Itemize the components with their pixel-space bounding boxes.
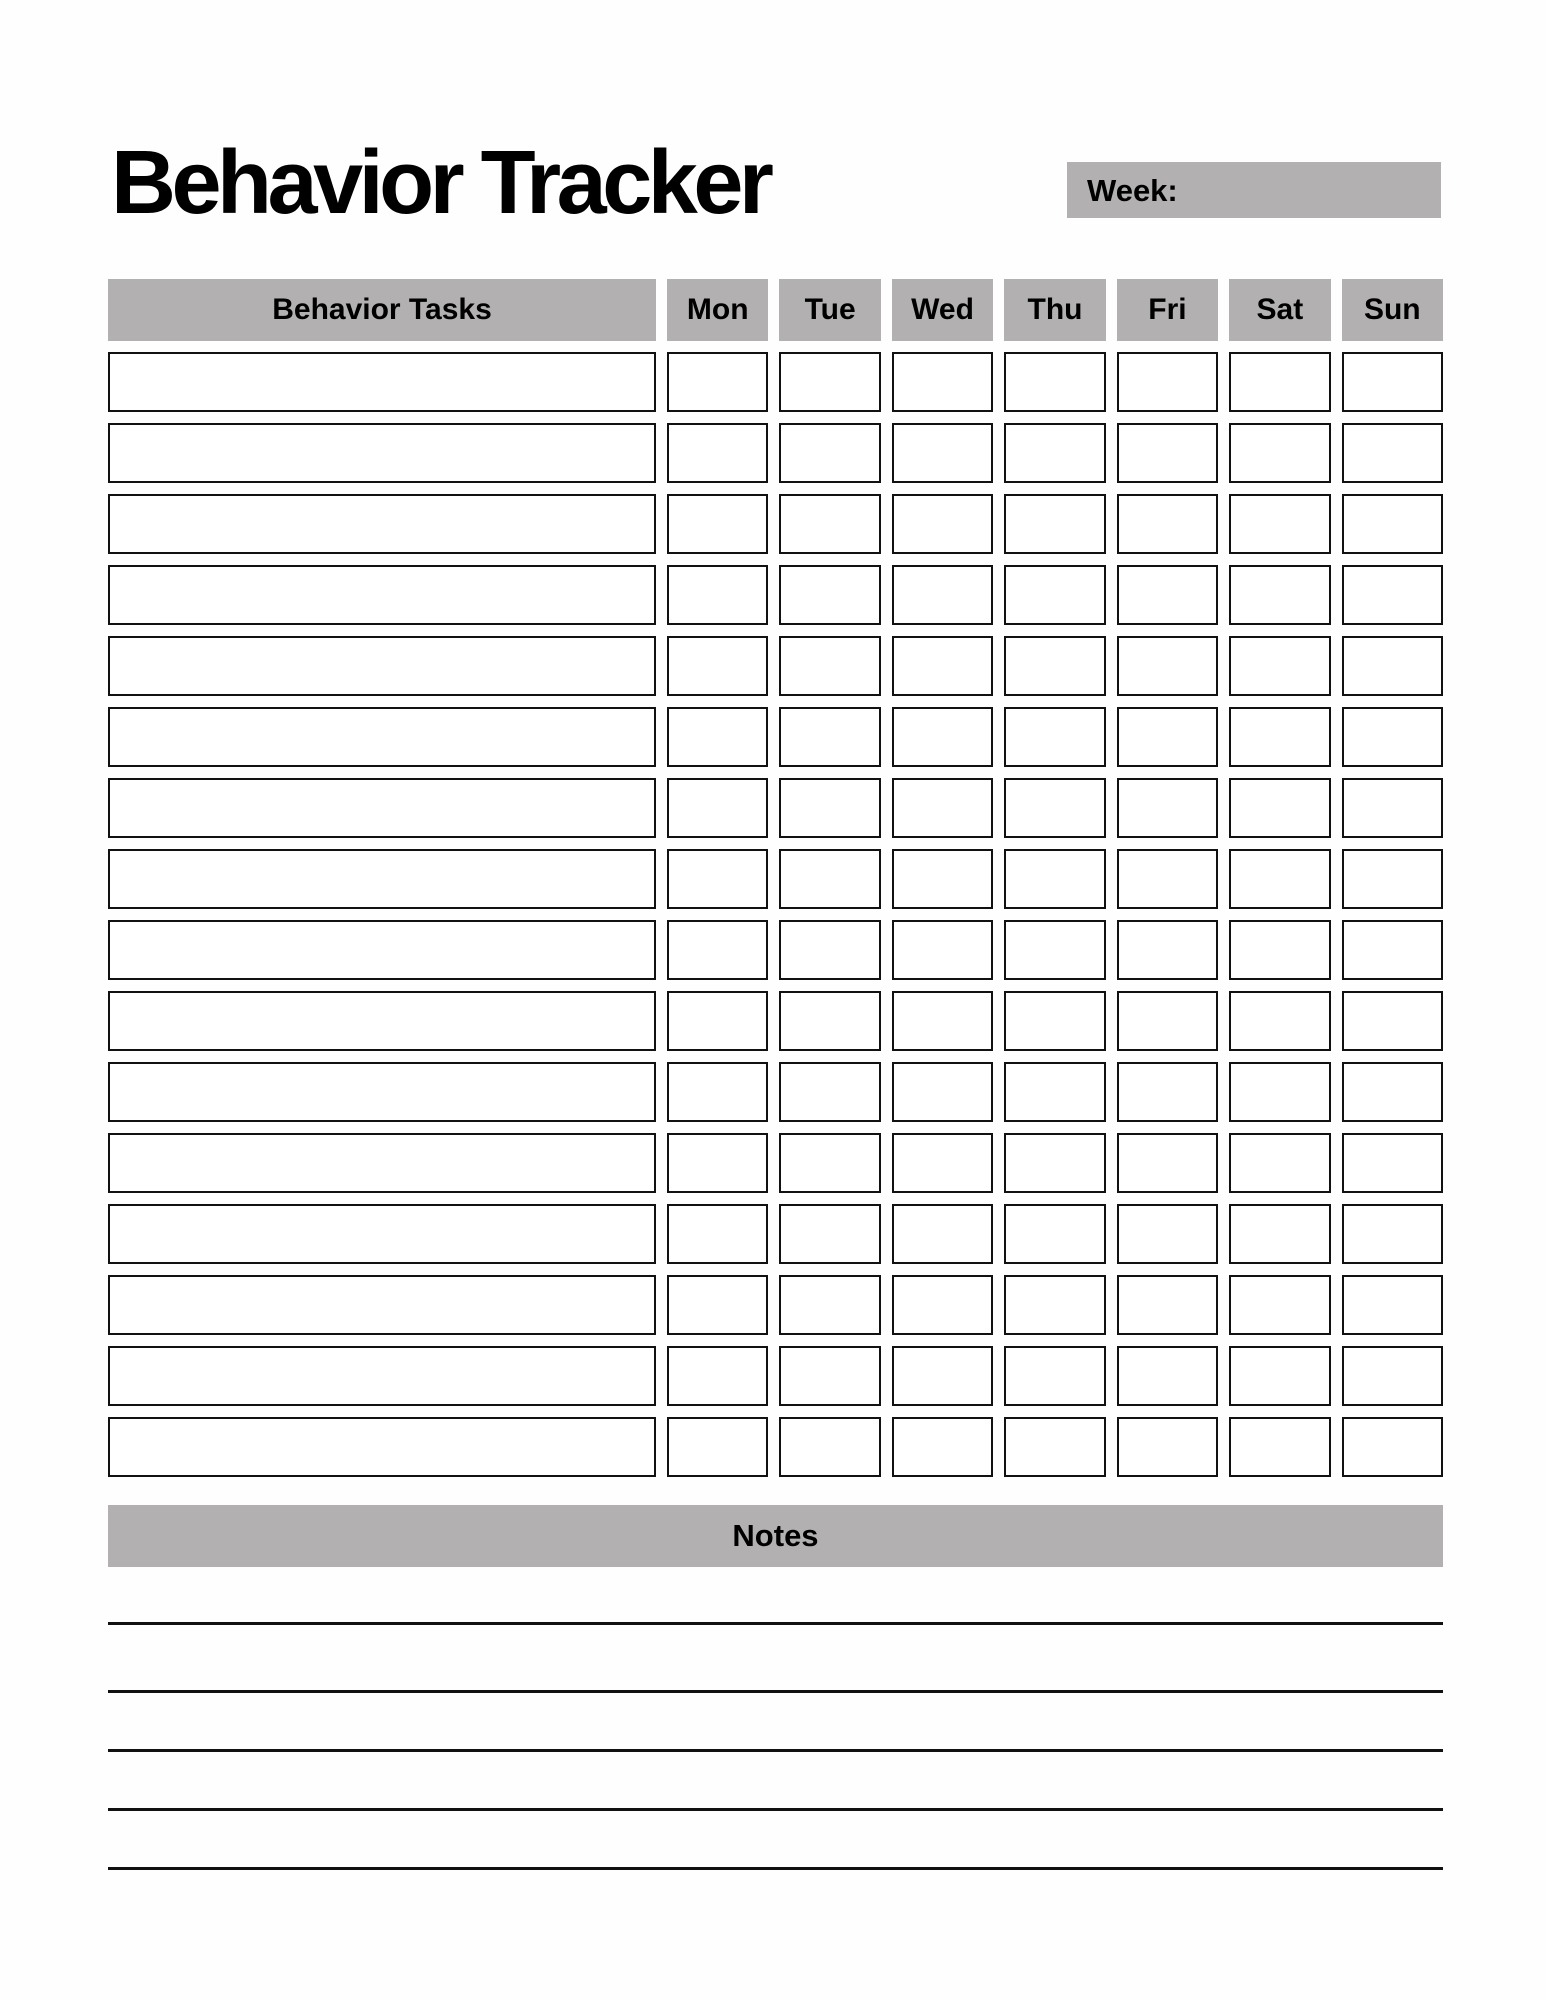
day-check-cell[interactable] <box>1342 707 1443 767</box>
day-check-cell[interactable] <box>892 1275 993 1335</box>
day-check-cell[interactable] <box>1229 920 1330 980</box>
day-check-cell[interactable] <box>779 423 880 483</box>
day-check-cell[interactable] <box>892 991 993 1051</box>
task-input-cell[interactable] <box>108 1062 656 1122</box>
day-check-cell[interactable] <box>1004 1417 1105 1477</box>
day-check-cell[interactable] <box>667 1275 768 1335</box>
day-check-cell[interactable] <box>667 1133 768 1193</box>
day-check-cell[interactable] <box>1229 778 1330 838</box>
day-check-cell[interactable] <box>1004 707 1105 767</box>
task-input-cell[interactable] <box>108 565 656 625</box>
day-check-cell[interactable] <box>1342 920 1443 980</box>
day-check-cell[interactable] <box>1342 423 1443 483</box>
day-check-cell[interactable] <box>1117 849 1218 909</box>
day-check-cell[interactable] <box>1004 991 1105 1051</box>
day-check-cell[interactable] <box>1117 1417 1218 1477</box>
day-check-cell[interactable] <box>1117 991 1218 1051</box>
day-check-cell[interactable] <box>1229 1062 1330 1122</box>
day-check-cell[interactable] <box>779 1346 880 1406</box>
day-check-cell[interactable] <box>892 1204 993 1264</box>
column-header-thu: Thu <box>1004 279 1105 341</box>
day-check-cell[interactable] <box>1004 849 1105 909</box>
day-check-cell[interactable] <box>779 494 880 554</box>
task-input-cell[interactable] <box>108 1346 656 1406</box>
day-check-cell[interactable] <box>667 565 768 625</box>
day-check-cell[interactable] <box>1004 352 1105 412</box>
day-check-cell[interactable] <box>1117 920 1218 980</box>
day-check-cell[interactable] <box>667 1417 768 1477</box>
column-header-sat: Sat <box>1229 279 1330 341</box>
day-check-cell[interactable] <box>1229 707 1330 767</box>
day-check-cell[interactable] <box>1229 1133 1330 1193</box>
day-check-cell[interactable] <box>1004 1346 1105 1406</box>
column-header-tue: Tue <box>779 279 880 341</box>
day-check-cell[interactable] <box>1342 1133 1443 1193</box>
day-check-cell[interactable] <box>1117 707 1218 767</box>
task-input-cell[interactable] <box>108 494 656 554</box>
week-label: Week: <box>1087 172 1178 208</box>
day-check-cell[interactable] <box>1117 1133 1218 1193</box>
week-field[interactable] <box>1067 162 1441 218</box>
day-check-cell[interactable] <box>1004 494 1105 554</box>
day-check-cell[interactable] <box>1229 1346 1330 1406</box>
task-input-cell[interactable] <box>108 352 656 412</box>
notes-writing-line[interactable] <box>108 1749 1443 1752</box>
notes-header-bar <box>108 1505 1443 1567</box>
day-check-cell[interactable] <box>892 920 993 980</box>
day-check-cell[interactable] <box>1229 352 1330 412</box>
day-check-cell[interactable] <box>779 352 880 412</box>
day-check-cell[interactable] <box>1117 423 1218 483</box>
task-input-cell[interactable] <box>108 1417 656 1477</box>
day-check-cell[interactable] <box>1004 636 1105 696</box>
day-check-cell[interactable] <box>667 778 768 838</box>
task-input-cell[interactable] <box>108 920 656 980</box>
day-check-cell[interactable] <box>1229 1417 1330 1477</box>
day-check-cell[interactable] <box>779 920 880 980</box>
day-check-cell[interactable] <box>667 707 768 767</box>
day-check-cell[interactable] <box>667 636 768 696</box>
day-check-cell[interactable] <box>1229 849 1330 909</box>
task-input-cell[interactable] <box>108 991 656 1051</box>
day-check-cell[interactable] <box>1342 1204 1443 1264</box>
day-check-cell[interactable] <box>667 1346 768 1406</box>
day-check-cell[interactable] <box>1342 636 1443 696</box>
day-check-cell[interactable] <box>1342 1275 1443 1335</box>
day-check-cell[interactable] <box>779 991 880 1051</box>
day-check-cell[interactable] <box>1117 636 1218 696</box>
day-check-cell[interactable] <box>1229 1204 1330 1264</box>
column-header-mon: Mon <box>667 279 768 341</box>
notes-writing-line[interactable] <box>108 1690 1443 1693</box>
day-check-cell[interactable] <box>779 1275 880 1335</box>
day-check-cell[interactable] <box>1342 1417 1443 1477</box>
day-check-cell[interactable] <box>667 423 768 483</box>
day-check-cell[interactable] <box>779 1062 880 1122</box>
day-check-cell[interactable] <box>1004 1133 1105 1193</box>
day-check-cell[interactable] <box>892 1062 993 1122</box>
day-check-cell[interactable] <box>1342 1346 1443 1406</box>
day-check-cell[interactable] <box>892 565 993 625</box>
day-check-cell[interactable] <box>1117 565 1218 625</box>
day-check-cell[interactable] <box>1342 494 1443 554</box>
day-check-cell[interactable] <box>1229 991 1330 1051</box>
column-header-sun: Sun <box>1342 279 1443 341</box>
day-check-cell[interactable] <box>667 494 768 554</box>
day-check-cell[interactable] <box>1117 494 1218 554</box>
day-check-cell[interactable] <box>1004 1062 1105 1122</box>
day-check-cell[interactable] <box>1229 565 1330 625</box>
day-check-cell[interactable] <box>667 1062 768 1122</box>
page-title: Behavior Tracker <box>111 133 770 233</box>
day-check-cell[interactable] <box>1117 1346 1218 1406</box>
day-check-cell[interactable] <box>1004 778 1105 838</box>
task-input-cell[interactable] <box>108 636 656 696</box>
day-check-cell[interactable] <box>892 707 993 767</box>
day-check-cell[interactable] <box>779 1417 880 1477</box>
task-input-cell[interactable] <box>108 849 656 909</box>
notes-writing-line[interactable] <box>108 1867 1443 1870</box>
day-check-cell[interactable] <box>892 352 993 412</box>
day-check-cell[interactable] <box>1342 352 1443 412</box>
column-header-wed: Wed <box>892 279 993 341</box>
day-check-cell[interactable] <box>779 849 880 909</box>
day-check-cell[interactable] <box>892 636 993 696</box>
day-check-cell[interactable] <box>1342 1062 1443 1122</box>
column-header-fri: Fri <box>1117 279 1218 341</box>
day-check-cell[interactable] <box>1004 423 1105 483</box>
day-check-cell[interactable] <box>667 849 768 909</box>
day-check-cell[interactable] <box>1117 1275 1218 1335</box>
task-input-cell[interactable] <box>108 1133 656 1193</box>
day-check-cell[interactable] <box>892 849 993 909</box>
day-check-cell[interactable] <box>1229 636 1330 696</box>
day-check-cell[interactable] <box>779 778 880 838</box>
day-check-cell[interactable] <box>892 1346 993 1406</box>
day-check-cell[interactable] <box>1004 1275 1105 1335</box>
day-check-cell[interactable] <box>1342 849 1443 909</box>
day-check-cell[interactable] <box>892 1417 993 1477</box>
day-check-cell[interactable] <box>779 1133 880 1193</box>
notes-writing-line[interactable] <box>108 1622 1443 1625</box>
day-check-cell[interactable] <box>892 778 993 838</box>
day-check-cell[interactable] <box>1117 1062 1218 1122</box>
day-check-cell[interactable] <box>1229 494 1330 554</box>
day-check-cell[interactable] <box>779 707 880 767</box>
day-check-cell[interactable] <box>1117 778 1218 838</box>
day-check-cell[interactable] <box>667 920 768 980</box>
day-check-cell[interactable] <box>779 565 880 625</box>
task-input-cell[interactable] <box>108 707 656 767</box>
day-check-cell[interactable] <box>667 991 768 1051</box>
task-input-cell[interactable] <box>108 778 656 838</box>
notes-writing-line[interactable] <box>108 1808 1443 1811</box>
task-input-cell[interactable] <box>108 1275 656 1335</box>
day-check-cell[interactable] <box>667 352 768 412</box>
tracker-table <box>108 279 1443 1477</box>
day-check-cell[interactable] <box>1004 1204 1105 1264</box>
day-check-cell[interactable] <box>1117 1204 1218 1264</box>
task-input-cell[interactable] <box>108 423 656 483</box>
week-value-blank[interactable] <box>1178 162 1441 218</box>
task-input-cell[interactable] <box>108 1204 656 1264</box>
day-check-cell[interactable] <box>1004 565 1105 625</box>
day-check-cell[interactable] <box>892 494 993 554</box>
day-check-cell[interactable] <box>892 1133 993 1193</box>
day-check-cell[interactable] <box>1342 565 1443 625</box>
column-header-behavior-tasks: Behavior Tasks <box>108 279 656 341</box>
day-check-cell[interactable] <box>1117 352 1218 412</box>
notes-header-label: Notes <box>732 1518 819 1553</box>
day-check-cell[interactable] <box>779 1204 880 1264</box>
day-check-cell[interactable] <box>1229 423 1330 483</box>
day-check-cell[interactable] <box>1342 778 1443 838</box>
day-check-cell[interactable] <box>667 1204 768 1264</box>
day-check-cell[interactable] <box>1229 1275 1330 1335</box>
day-check-cell[interactable] <box>1004 920 1105 980</box>
day-check-cell[interactable] <box>892 423 993 483</box>
day-check-cell[interactable] <box>779 636 880 696</box>
day-check-cell[interactable] <box>1342 991 1443 1051</box>
